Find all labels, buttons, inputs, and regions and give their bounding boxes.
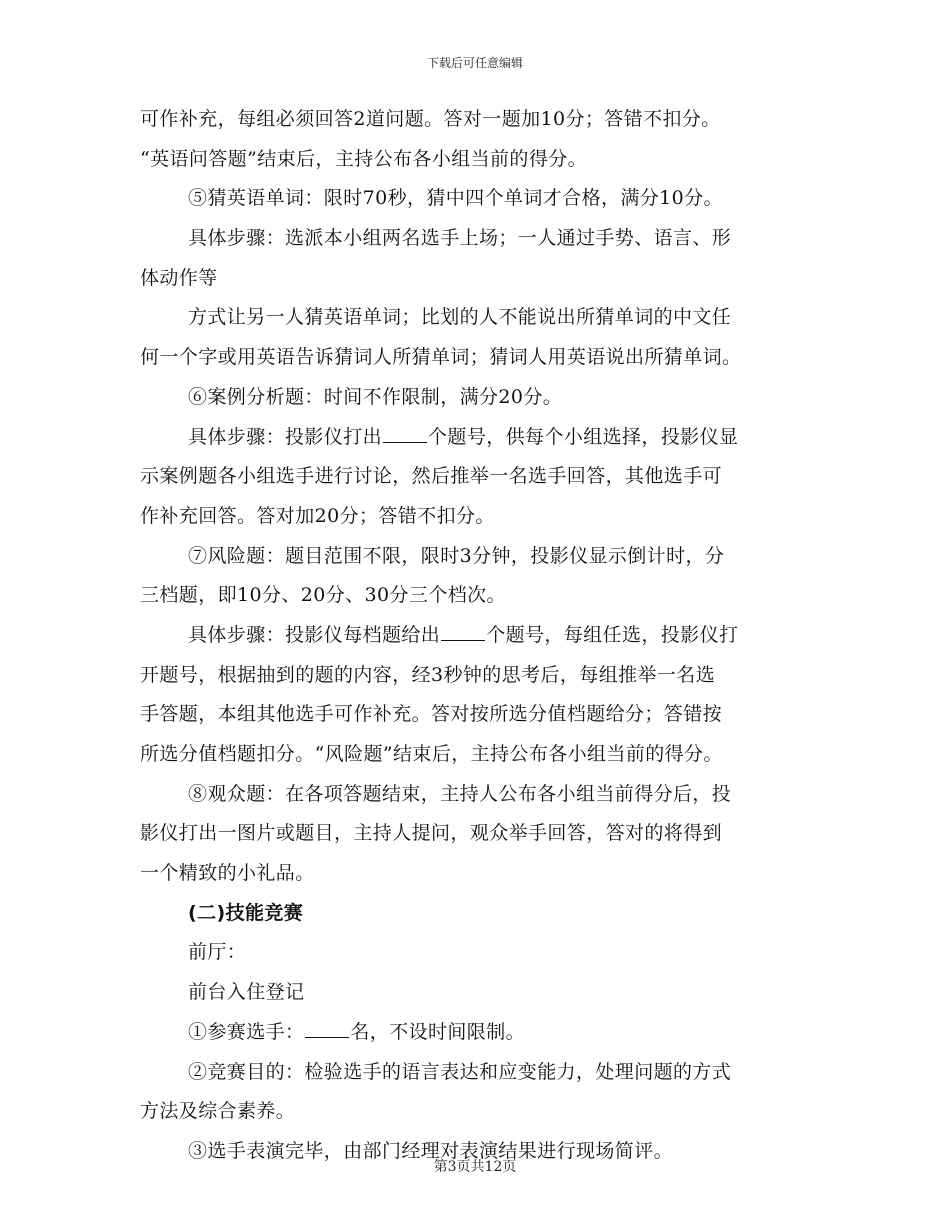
line-text-after-blank: 个题号，每组任选，投影仪打	[486, 623, 739, 646]
line-text: 影仪打出一图片或题目，主持人提问，观众举手回答，答对的将得到	[140, 822, 723, 845]
line-text: 何一个字或用英语告诉猜词人所猜单词；猜词人用英语说出所猜单词。	[140, 346, 742, 369]
text-line	[140, 418, 800, 458]
line-text: 手答题，本组其他选手可作补充。答对按所选分值档题给分；答错按	[140, 703, 723, 726]
line-text: 具体步骤：投影仪打出	[188, 425, 383, 448]
line-text-after-blank: 名，不设时间限制。	[350, 1020, 526, 1043]
line-text: 开题号，根据抽到的题的内容，经3秒钟的思考后，每组推举一名选	[140, 663, 716, 686]
text-line	[140, 259, 800, 299]
line-text: (二)技能竞赛	[188, 901, 304, 924]
text-line	[140, 933, 800, 973]
line-text: ②竞赛目的：检验选手的语言表达和应变能力，处理问题的方式	[188, 1060, 732, 1083]
text-line	[140, 378, 800, 418]
text-line	[140, 1013, 800, 1053]
line-text: 前厅：	[188, 941, 247, 964]
line-text: 三档题，即10分、20分、30分三个档次。	[140, 584, 506, 607]
text-line	[140, 814, 800, 854]
line-text: 具体步骤：投影仪每档题给出	[188, 623, 441, 646]
line-text: ⑥案例分析题：时间不作限制，满分20分。	[188, 385, 563, 408]
line-text-after-blank: 个题号，供每个小组选择，投影仪显	[428, 425, 739, 448]
text-line	[140, 298, 800, 338]
text-line	[140, 656, 800, 696]
line-text: 方式让另一人猜英语单词；比划的人不能说出所猜单词的中文任	[188, 306, 732, 329]
text-line	[140, 179, 800, 219]
text-line	[140, 140, 800, 180]
text-line	[140, 537, 800, 577]
line-text: 示案例题各小组选手进行讨论，然后推举一名选手回答，其他选手可	[140, 465, 723, 488]
line-text: ⑧观众题：在各项答题结束，主持人公布各小组当前得分后，投	[188, 782, 732, 805]
line-text: 所选分值档题扣分。“风险题”结束后，主持公布各小组当前的得分。	[140, 743, 723, 765]
text-line	[140, 1053, 800, 1093]
document-body	[140, 100, 800, 1172]
text-line	[140, 457, 800, 497]
line-text: ①参赛选手：	[188, 1020, 305, 1043]
line-text: 方法及综合素养。	[140, 1100, 296, 1123]
page-footer: 第3页共12页	[433, 1159, 517, 1175]
text-line	[140, 616, 800, 656]
line-text: 可作补充，每组必须回答2道问题。答对一题加10分；答错不扣分。	[140, 108, 721, 130]
line-text: ③选手表演完毕，由部门经理对表演结果进行现场简评。	[188, 1139, 674, 1162]
text-line	[140, 576, 800, 616]
text-line	[140, 219, 800, 259]
text-line	[140, 973, 800, 1013]
text-line	[140, 735, 800, 775]
text-line	[140, 1092, 800, 1132]
line-text: 一个精致的小礼品。	[140, 862, 315, 885]
line-text: 体动作等	[140, 266, 218, 289]
text-line	[140, 497, 800, 537]
fill-in-blank	[305, 1019, 349, 1038]
text-line	[140, 854, 800, 894]
fill-in-blank	[383, 424, 427, 443]
text-line	[140, 695, 800, 735]
line-text: 具体步骤：选派本小组两名选手上场；一人通过手势、语言、形	[188, 227, 732, 250]
fill-in-blank	[441, 622, 485, 641]
line-text: ⑤猜英语单词：限时70秒，猜中四个单词才合格，满分10分。	[188, 187, 723, 210]
text-line	[140, 100, 800, 140]
line-text: 作补充回答。答对加20分；答错不扣分。	[140, 504, 495, 527]
text-line	[140, 338, 800, 378]
page-header: 下载后可任意编辑	[426, 56, 523, 70]
line-text: “英语问答题”结束后，主持公布各小组当前的得分。	[140, 147, 588, 170]
section-heading	[140, 894, 800, 934]
text-line	[140, 775, 800, 815]
line-text: ⑦风险题：题目范围不限，限时3分钟，投影仪显示倒计时，分	[188, 544, 725, 567]
line-text: 前台入住登记	[188, 981, 305, 1004]
